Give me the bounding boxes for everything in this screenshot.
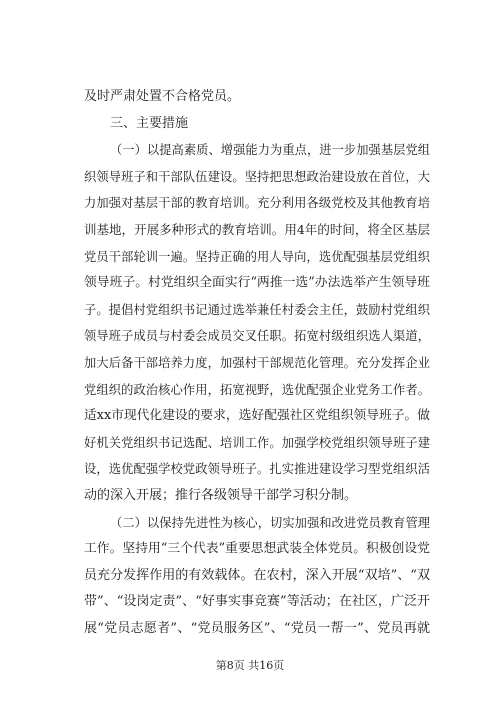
text-line: 带”、“设岗定责”、“好事实事竞赛”等活动；在社区，广泛开 (84, 594, 430, 610)
text-line: 设，选优配强学校党政领导班子。扎实推进建设学习型党组织活 (84, 462, 430, 477)
text-line: 力加强对基层干部的教育培训。充分利用各级党校及其他教育培 (84, 196, 430, 211)
text-line: 适xx市现代化建设的要求，选好配强社区党组织领导班子。做 (84, 408, 430, 424)
body-text (84, 84, 430, 642)
text-line: 党组织的政治核心作用，拓宽视野，选优配强企业党务工作者。 (84, 382, 430, 397)
page-footer: 第8页 共16页 (215, 659, 285, 672)
text-line: 员充分发挥作用的有效载体。在农村，深入开展“双培”、“双 (84, 567, 430, 583)
text-line: （二）以保持先进性为核心，切实加强和改进党员教育管理 (110, 515, 430, 530)
text-line: 领导班子成员与村委会成员交叉任职。拓宽村级组织选人渠道， (84, 329, 430, 344)
text-line: 动的深入开展；推行各级领导干部学习积分制。 (84, 487, 358, 503)
text-line: 训基地，开展多种形式的教育培训。用4年的时间，将全区基层 (84, 221, 430, 237)
text-line: 领导班子。村党组织全面实行“两推一选”办法选举产生领导班 (84, 275, 430, 291)
text-line: 加大后备干部培养力度，加强村干部规范化管理。充分发挥企业 (84, 355, 430, 370)
text-line: 子。提倡村党组织书记通过选举兼任村委会主任，鼓励村党组织 (84, 302, 430, 317)
text-line: 及时严肃处置不合格党员。 (84, 89, 241, 104)
text-line: （一）以提高素质、增强能力为重点，进一步加强基层党组 (110, 143, 430, 158)
text-line: 党员干部轮训一遍。坚持正确的用人导向，选优配强基层党组织 (84, 249, 430, 264)
text-line: 展“党员志愿者”、“党员服务区”、“党员一帮一”、党员再就 (84, 620, 430, 636)
text-line: 工作。坚持用“三个代表”重要思想武装全体党员。积极创设党 (84, 541, 430, 557)
text-line: 好机关党组织书记选配、培训工作。加强学校党组织领导班子建 (84, 435, 430, 450)
text-line: 织领导班子和干部队伍建设。坚持把思想政治建设放在首位，大 (84, 169, 430, 184)
section-heading: 三、主要措施 (110, 115, 189, 131)
